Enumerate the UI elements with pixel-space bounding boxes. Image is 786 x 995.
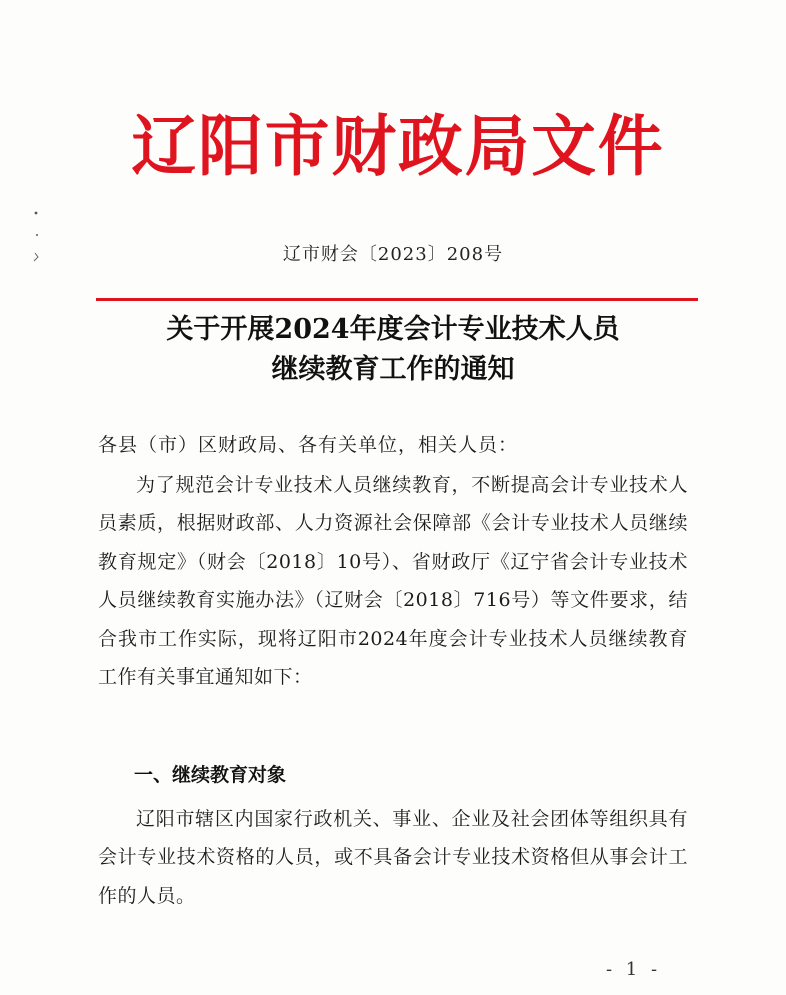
section-1-heading: 一、继续教育对象 [134, 764, 287, 786]
salutation: 各县（市）区财政局、各有关单位，相关人员： [98, 434, 519, 456]
scan-margin-marks [30, 205, 42, 265]
notice-title [0, 310, 786, 390]
notice-title-line-1: 关于开展2024年度会计专业技术人员 [166, 314, 620, 345]
intro-paragraph: 为了规范会计专业技术人员继续教育，不断提高会计专业技术人员素质，根据财政部、人力资源社会保障部《会计专业技术人员继续教育规定》（财会〔2018〕10号）、省财政厅《辽宁省会计专业技术人员继续教育实施办法》（辽财会〔2018〕716号）等文件要求，结合我市工作实际，现将辽阳市2024年度会计专业技术人员继续教育工作有关事宜通知如下： [98, 474, 688, 689]
notice-title-line-2: 继续教育工作的通知 [271, 354, 515, 385]
document-number: 辽市财会〔2023〕208号 [282, 244, 504, 265]
red-divider-line [96, 298, 698, 301]
page-number: - 1 - [606, 959, 662, 980]
section-1-paragraph: 辽阳市辖区内国家行政机关、事业、企业及社会团体等组织具有会计专业技术资格的人员，或不具备会计专业技术资格但从事会计工作的人员。 [98, 808, 688, 907]
issuing-authority-header: 辽阳市财政局文件 [131, 107, 665, 185]
